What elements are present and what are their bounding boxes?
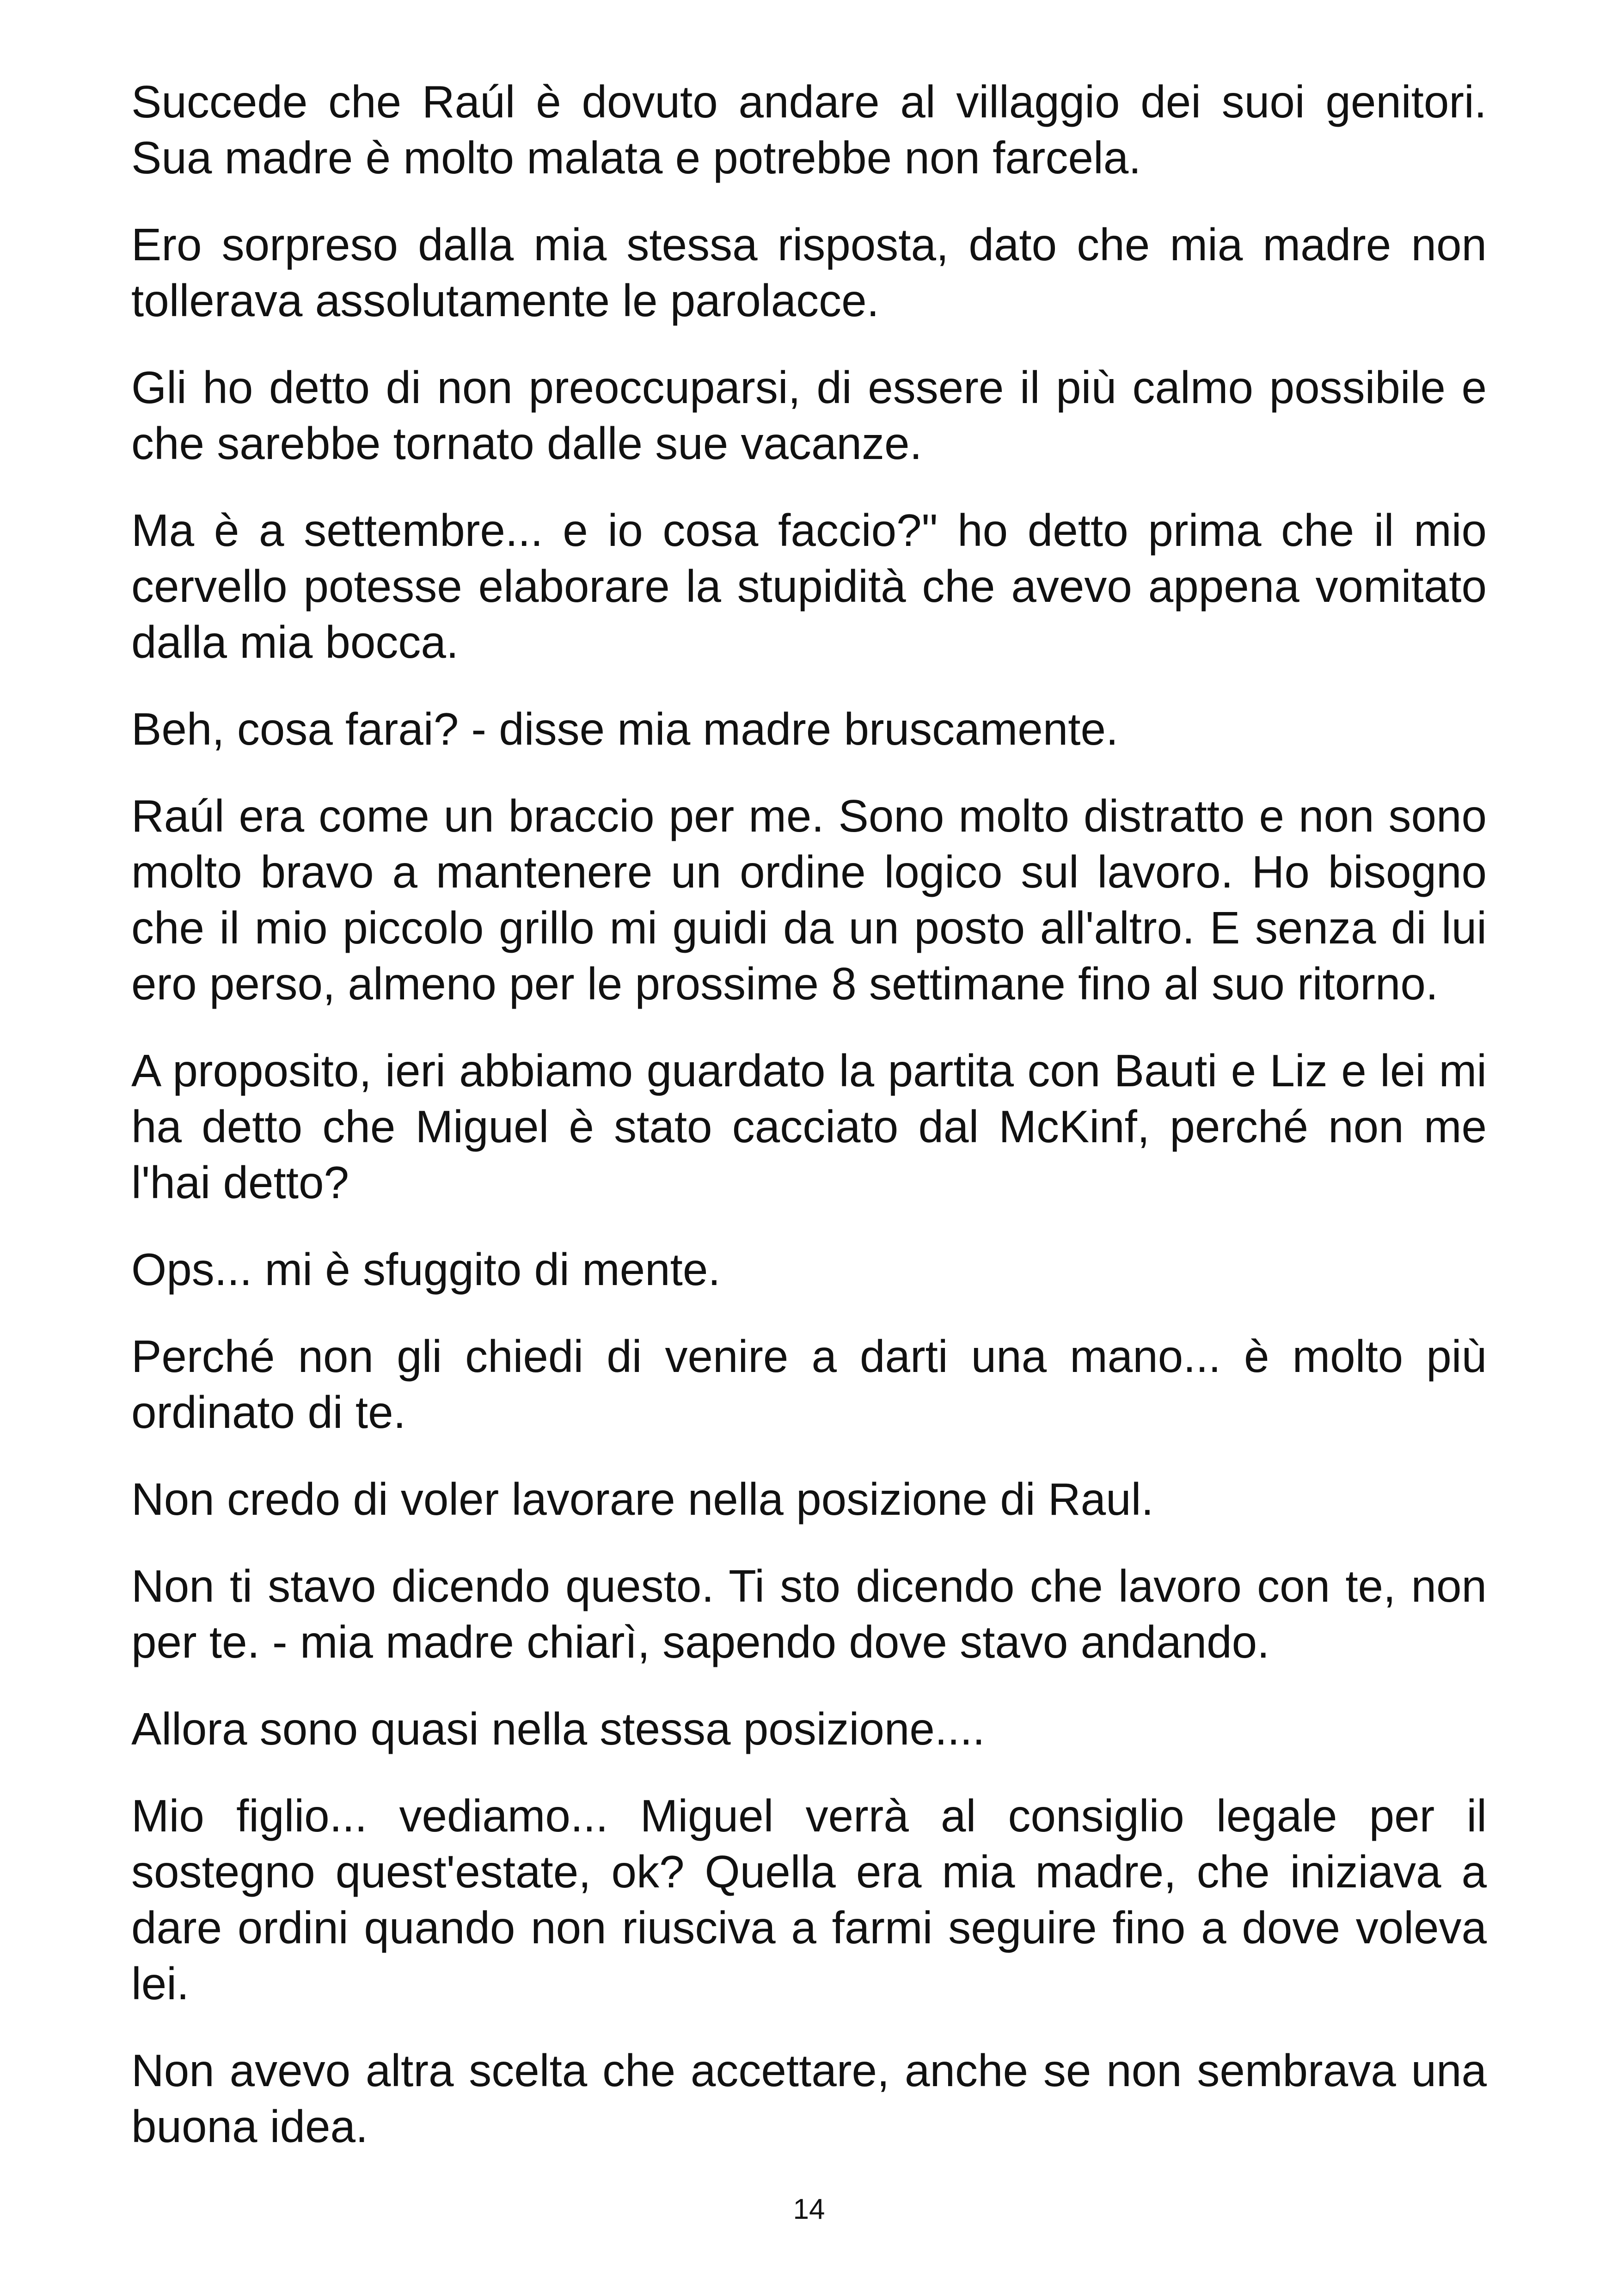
paragraph: Mio figlio... vediamo... Miguel verrà al consiglio legale per il sostegno quest'estate, ok? Quella era mia madre, che iniziava a dare ordini quando non riusciva a farmi seguire fino a dove voleva lei.	[131, 1790, 1487, 2009]
paragraph: Non credo di voler lavorare nella posizione di Raul.	[131, 1474, 1154, 1525]
paragraph: Beh, cosa farai? - disse mia madre bruscamente.	[131, 704, 1119, 754]
paragraph: Non ti stavo dicendo questo. Ti sto dicendo che lavoro con te, non per te. - mia madre chiarì, sapendo dove stavo andando.	[131, 1561, 1487, 1667]
body-text	[131, 74, 1487, 2186]
paragraph: Succede che Raúl è dovuto andare al villaggio dei suoi genitori. Sua madre è molto malata e potrebbe non farcela.	[131, 76, 1487, 183]
paragraph: Ero sorpreso dalla mia stessa risposta, dato che mia madre non tollerava assolutamente le parolacce.	[131, 219, 1487, 326]
paragraph: Raúl era come un braccio per me. Sono molto distratto e non sono molto bravo a mantenere un ordine logico sul lavoro. Ho bisogno che il mio piccolo grillo mi guidi da un posto all'altro. E senza di lui ero perso, almeno per le prossime 8 settimane fino al suo ritorno.	[131, 790, 1487, 1009]
paragraph: Non avevo altra scelta che accettare, anche se non sembrava una buona idea.	[131, 2045, 1487, 2152]
paragraph: A proposito, ieri abbiamo guardato la partita con Bauti e Liz e lei mi ha detto che Miguel è stato cacciato dal McKinf, perché non me l'hai detto?	[131, 1045, 1487, 1208]
paragraph: Gli ho detto di non preoccuparsi, di essere il più calmo possibile e che sarebbe tornato dalle sue vacanze.	[131, 362, 1487, 469]
page-number: 14	[793, 2193, 825, 2225]
paragraph: Ma è a settembre... e io cosa faccio?" ho detto prima che il mio cervello potesse elaborare la stupidità che avevo appena vomitato dalla mia bocca.	[131, 505, 1487, 667]
paragraph: Perché non gli chiedi di venire a darti una mano... è molto più ordinato di te.	[131, 1331, 1487, 1438]
paragraph: Ops... mi è sfuggito di mente.	[131, 1244, 721, 1295]
paragraph: Allora sono quasi nella stessa posizione....	[131, 1703, 985, 1754]
